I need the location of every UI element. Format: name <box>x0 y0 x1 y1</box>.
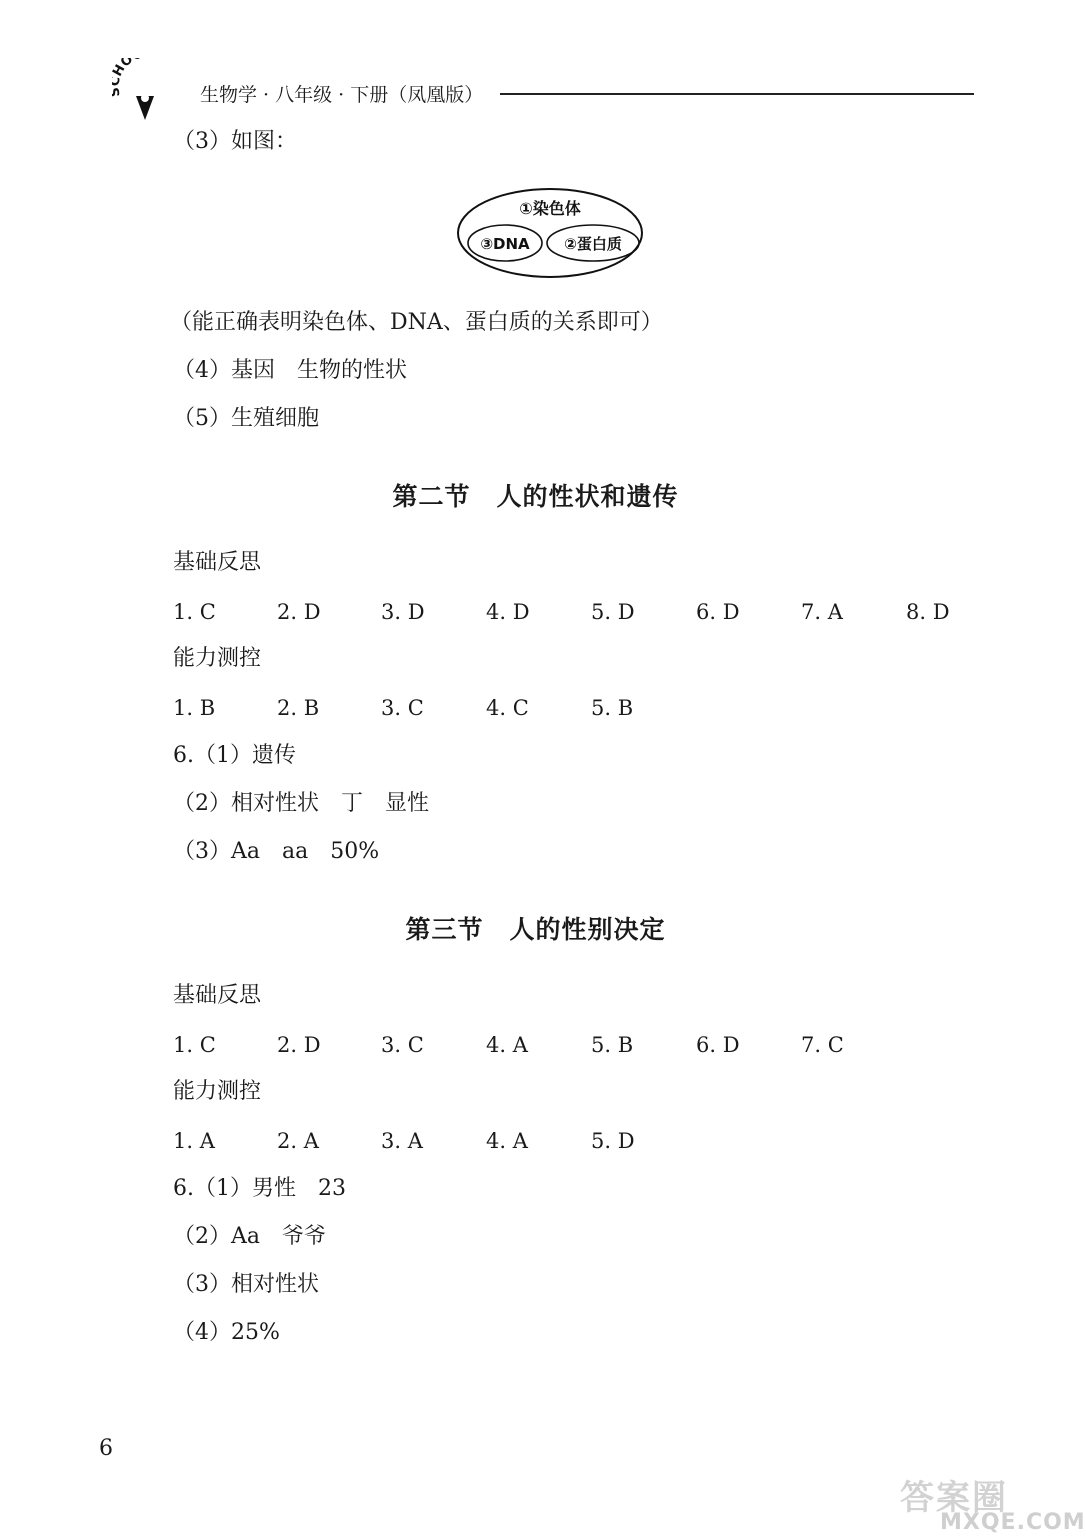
answer-item: 1. A <box>173 1129 215 1153</box>
section3-line: （2）Aa 爷爷 <box>173 1224 327 1249</box>
dna-label: ③DNA <box>480 235 530 253</box>
answer-item: 4. C <box>486 696 529 720</box>
school-logo-icon <box>112 58 192 122</box>
section2-title: 第二节 人的性状和遗传 <box>392 482 679 511</box>
chromosome-label: ①染色体 <box>519 199 581 218</box>
protein-label: ②蛋白质 <box>564 235 622 253</box>
section2-line: （3）Aa aa 50% <box>173 839 380 864</box>
answer-item: 6. D <box>696 1033 740 1057</box>
answer-item: 5. D <box>591 600 635 624</box>
answer-item: 3. C <box>381 1033 424 1057</box>
q5-answer: （5）生殖细胞 <box>173 406 319 431</box>
section2-ability-heading: 能力测控 <box>173 646 262 671</box>
section2-line: （2）相对性状 丁 显性 <box>173 791 429 816</box>
diagram-note: （能正确表明染色体、DNA、蛋白质的关系即可） <box>170 310 663 335</box>
answer-item: 7. A <box>801 600 843 624</box>
answer-item: 1. C <box>173 1033 216 1057</box>
answer-item: 3. A <box>381 1129 423 1153</box>
section3-title: 第三节 人的性别决定 <box>405 915 666 944</box>
page-number: 6 <box>99 1436 113 1461</box>
answer-item: 4. A <box>486 1033 528 1057</box>
answer-item: 5. B <box>591 696 634 720</box>
answer-item: 2. B <box>277 696 320 720</box>
answer-item: 8. D <box>906 600 950 624</box>
section3-ability-heading: 能力测控 <box>173 1079 262 1104</box>
watermark-site: MXQE.COM <box>940 1510 1086 1535</box>
answer-item: 5. B <box>591 1033 634 1057</box>
answer-item: 5. D <box>591 1129 635 1153</box>
answer-item: 2. D <box>277 1033 321 1057</box>
logo-text: O <box>118 58 137 71</box>
header-title: 生物学 · 八年级 · 下册（凤凰版） <box>200 84 484 106</box>
section3-line: （4）25% <box>173 1320 280 1345</box>
watermark-logo: 答案圈 <box>900 1478 1008 1518</box>
answer-item: 2. A <box>277 1129 319 1153</box>
answer-item: 6. D <box>696 600 740 624</box>
answer-item: 3. C <box>381 696 424 720</box>
section3-line: （3）相对性状 <box>173 1272 319 1297</box>
answer-item: 1. C <box>173 600 216 624</box>
answer-item: 4. A <box>486 1129 528 1153</box>
answer-item: 2. D <box>277 600 321 624</box>
answer-item: 1. B <box>173 696 216 720</box>
q4-answer: （4）基因 生物的性状 <box>173 358 407 383</box>
chromosome-diagram <box>455 187 645 279</box>
section3-basic-heading: 基础反思 <box>173 983 262 1008</box>
section3-line: 6.（1）男性 23 <box>173 1176 346 1201</box>
section2-line: 6.（1）遗传 <box>173 743 296 768</box>
answer-item: 3. D <box>381 600 425 624</box>
q3-label: （3）如图： <box>173 129 297 154</box>
section2-basic-heading: 基础反思 <box>173 550 262 575</box>
header-rule <box>500 93 974 95</box>
answer-item: 7. C <box>801 1033 844 1057</box>
answer-item: 4. D <box>486 600 530 624</box>
svg-text:SCHOOL <box>112 58 153 98</box>
school-logo <box>112 58 192 122</box>
